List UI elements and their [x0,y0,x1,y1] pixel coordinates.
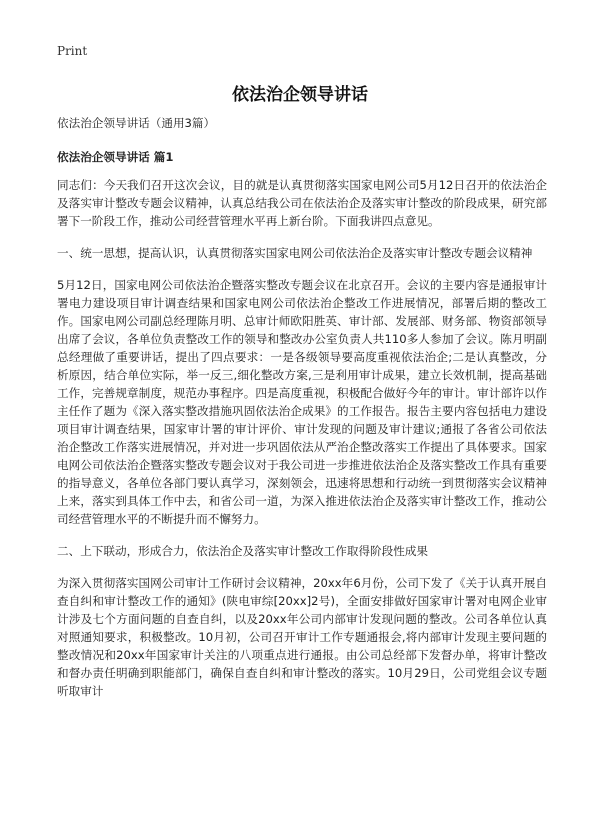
paragraph-progress: 为深入贯彻落实国网公司审计工作研讨会议精神，20xx年6月份，公司下发了《关于认真开展自查自纠和审计整改工作的通知》(陕电审综[20xx]2号)，全面安排做好国家审计署对电网企业审计涉及七个方面问题的自查自纠，以及20xx年公司内部审计发现问题的整改。公司各单位认真对照通知要求，积极整改。10月初，公司召开审计工作专题通报会,将内部审计发现主要问题的整改情况和20xx年国家审计关注的八项重点进行通报。由公司总经部下发督办单，将审计整改和督办责任明确到职能部门，确保自查自纠和审计整改的落实。10月29日，公司党组会议专题听取审计 [57,576,547,698]
document-title: 依法治企领导讲话 [232,85,368,105]
section-heading: 依法治企领导讲话 篇1 [57,150,174,164]
paragraph-heading-two: 二、上下联动，形成合力，依法治企及落实审计整改工作取得阶段性成果 [57,544,429,558]
document-body [57,114,547,714]
paragraph-heading-one: 一、统一思想，提高认识，认真贯彻落实国家电网公司依法治企及落实审计整改专题会议精神 [57,246,533,260]
document-subtitle: 依法治企领导讲话（通用3篇） [57,116,216,130]
print-link[interactable]: Print [57,44,88,58]
paragraph-greeting: 同志们：今天我们召开这次会议，目的就是认真贯彻落实国家电网公司5月12日召开的依法治企及落实审计整改专题会议精神，认真总结我公司在依法治企及落实审计整改的阶段成果，研究部署下一阶段工作，推动公司经营管理水平再上新台阶。下面我讲四点意见。 [57,178,547,228]
paragraph-meeting-summary: 5月12日，国家电网公司依法治企暨落实整改专题会议在北京召开。会议的主要内容是通报审计署电力建设项目审计调查结果和国家电网公司依法治企整改工作进展情况，部署后期的整改工作。国家电网公司副总经理陈月明、总审计师欧阳胜英、审计部、发展部、财务部、物资部领导出席了会议，各单位负责整改工作的领导和整改办公室负责人共110多人参加了会议。陈月明副总经理做了重要讲话，提出了四点要求：一是各级领导要高度重视依法治企;二是认真整改，分析原因，结合单位实际，举一反三,细化整改方案,三是利用审计成果，建立长效机制，提高基础工作，完善规章制度，规范办事程序。四是高度重视，积极配合做好今年的审计。审计部许以作主任作了题为《深入落实整改措施巩固依法治企成果》的工作报告。报告主要内容包括电力建设项目审计调查结果，国家审计署的审计评价、审计发现的问题及审计建议;通报了各省公司依法治企整改工作落实进展情况，并对进一步巩固依法从严治企整改落实工作提出了具体要求。国家电网公司依法治企暨落实整改专题会议对于我公司进一步推进依法治企及落实整改工作具有重要的指导意义，各单位各部门要认真学习，深刻领会，迅速将思想和行动统一到贯彻落实会议精神上来，落实到具体工作中去，和省公司一道，为深入推进依法治企及落实审计整改工作，推动公司经营管理水平的不断提升而不懈努力。 [57,278,547,526]
